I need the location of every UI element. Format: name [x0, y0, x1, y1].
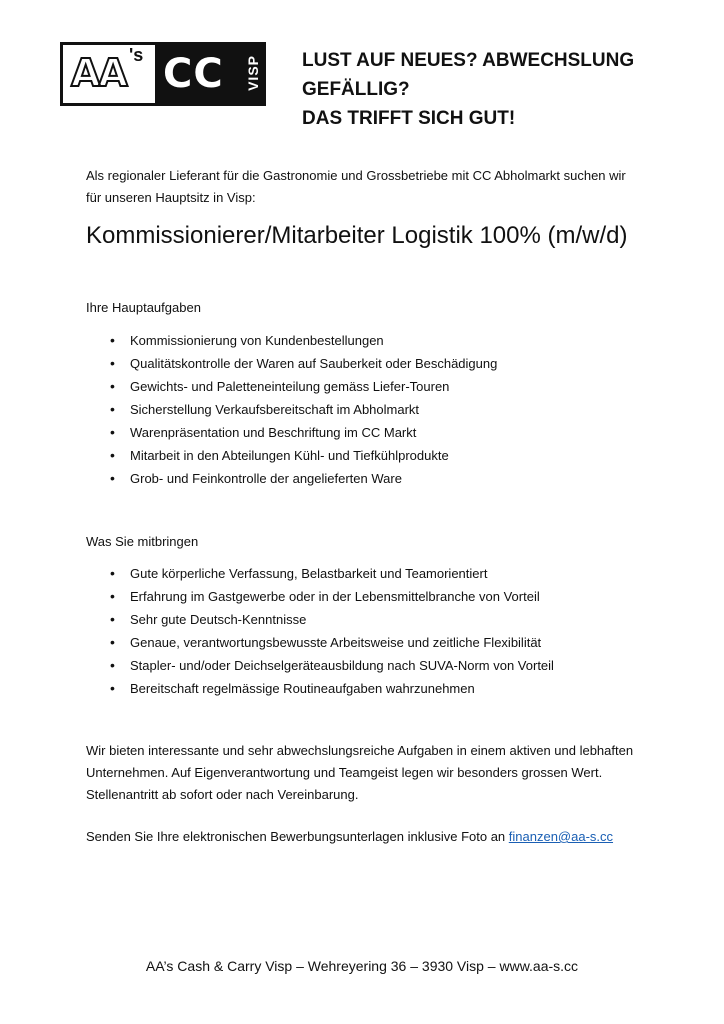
list-item: • Genaue, verantwortungsbewusste Arbeitsweise und zeitliche Flexibilität	[110, 631, 554, 654]
logo-cc-block	[155, 45, 263, 103]
logo-aa-text: AA	[71, 51, 126, 95]
list-item: • Mitarbeit in den Abteilungen Kühl- und Tiefkühlprodukte	[110, 444, 497, 467]
headline	[302, 46, 642, 133]
requirements-heading: Was Sie mitbringen	[86, 534, 199, 549]
intro-text: Als regionaler Lieferant für die Gastronomie und Grossbetriebe mit CC Abholmarkt suchen wir für unseren Hauptsitz in Visp:	[86, 168, 626, 205]
logo-aa-block	[63, 45, 155, 103]
list-item: • Kommissionierung von Kundenbestellungen	[110, 329, 497, 352]
apply-text	[86, 826, 646, 848]
list-item: • Qualitätskontrolle der Waren auf Sauberkeit oder Beschädigung	[110, 352, 497, 375]
job-title: Kommissionierer/Mitarbeiter Logistik 100% (m/w/d)	[86, 222, 628, 249]
list-item: • Warenpräsentation und Beschriftung im CC Markt	[110, 421, 497, 444]
list-item: • Sehr gute Deutsch-Kenntnisse	[110, 608, 554, 631]
list-item: • Gewichts- und Paletteneinteilung gemäss Liefer-Touren	[110, 375, 497, 398]
list-item: • Bereitschaft regelmässige Routineaufgaben wahrzunehmen	[110, 677, 554, 700]
footer: AA’s Cash & Carry Visp – Wehreyering 36 – 3930 Visp – www.aa-s.cc	[145, 958, 579, 974]
tasks-list	[110, 329, 497, 490]
headline-line: DAS TRIFFT SICH GUT!	[302, 108, 516, 129]
headline-line: GEFÄLLIG?	[302, 79, 410, 100]
requirements-list	[110, 562, 554, 700]
email-link[interactable]: finanzen@aa-s.cc	[508, 829, 614, 844]
tasks-heading: Ihre Hauptaufgaben	[86, 300, 201, 315]
logo-visp-text: VISP	[245, 55, 261, 91]
headline-line: LUST AUF NEUES? ABWECHSLUNG	[302, 50, 635, 71]
list-item: • Grob- und Feinkontrolle der angelieferten Ware	[110, 467, 497, 490]
offer-text: Wir bieten interessante und sehr abwechslungsreiche Aufgaben in einem aktiven und lebhaften Unternehmen. Auf Eigenverantwortung und Teamgeist legen wir besonders grossen Wert. Stellenantritt ab sofort oder nach Vereinbarung.	[86, 743, 634, 802]
list-item: • Erfahrung im Gastgewerbe oder in der Lebensmittelbranche von Vorteil	[110, 585, 554, 608]
list-item: • Gute körperliche Verfassung, Belastbarkeit und Teamorientiert	[110, 562, 554, 585]
logo-s-text: 's	[129, 45, 144, 65]
apply-label: Senden Sie Ihre elektronischen Bewerbungsunterlagen inklusive Foto an	[86, 829, 509, 844]
list-item: • Stapler- und/oder Deichselgeräteausbildung nach SUVA-Norm von Vorteil	[110, 654, 554, 677]
list-item: • Sicherstellung Verkaufsbereitschaft im Abholmarkt	[110, 398, 497, 421]
company-logo	[60, 42, 266, 106]
logo-cc-text: CC	[163, 51, 224, 97]
